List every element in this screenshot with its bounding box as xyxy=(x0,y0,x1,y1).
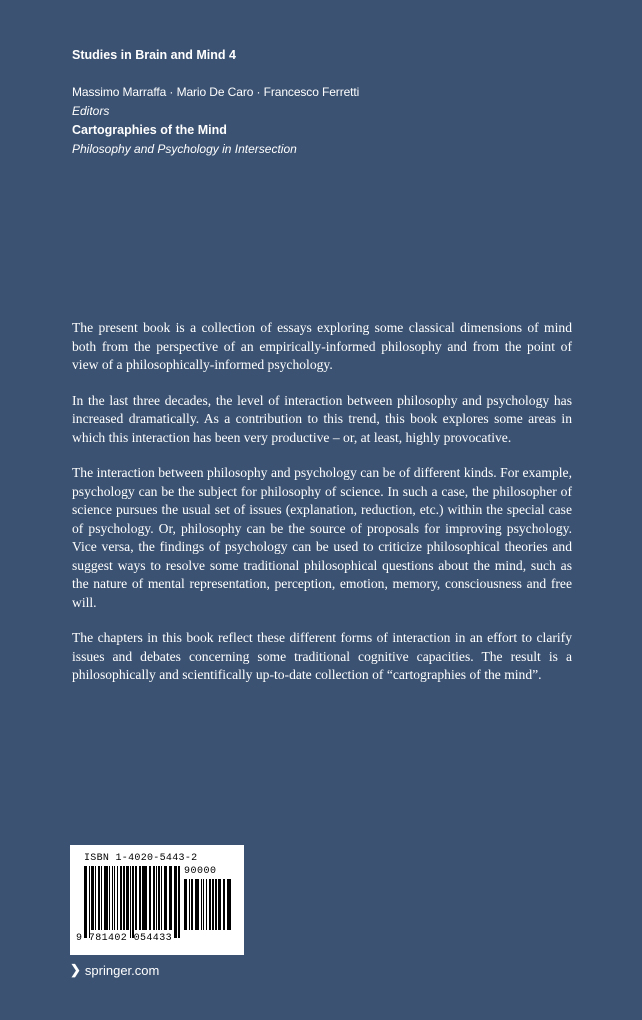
barcode-bar xyxy=(98,866,100,930)
book-title: Cartographies of the Mind xyxy=(72,123,227,137)
barcode-bar xyxy=(109,866,110,930)
barcode-bar xyxy=(209,879,212,930)
barcode-bar xyxy=(212,879,214,930)
barcode-bar xyxy=(123,866,125,930)
editor-names: Massimo Marraffa · Mario De Caro · Francesco Ferretti xyxy=(72,85,360,99)
barcode-bar xyxy=(203,879,204,930)
barcode-bar xyxy=(161,866,162,930)
barcode-bar xyxy=(184,879,187,930)
ean-number: 9 781402 054433 xyxy=(76,933,173,944)
barcode-bar xyxy=(178,866,180,938)
barcode-bar xyxy=(142,866,145,930)
barcode-bar xyxy=(196,879,199,930)
barcode-bars xyxy=(84,866,179,930)
isbn-number: ISBN 1-4020-5443-2 xyxy=(84,853,198,864)
barcode-addon-number: 90000 xyxy=(184,866,217,877)
barcode-bar xyxy=(126,866,129,930)
blurb-text xyxy=(72,319,572,702)
barcode-bar xyxy=(174,866,177,938)
barcode-bar xyxy=(135,866,138,930)
barcode-bar xyxy=(89,866,90,938)
series-title: Studies in Brain and Mind 4 xyxy=(72,48,236,62)
barcode-bar xyxy=(191,879,193,930)
barcode-bar xyxy=(164,866,167,930)
barcode-bar xyxy=(101,866,102,930)
isbn-barcode xyxy=(70,845,244,955)
barcode-bar xyxy=(223,879,225,930)
barcode-bar xyxy=(117,866,118,930)
barcode-bar xyxy=(229,879,231,930)
blurb-paragraph-4: The chapters in this book reflect these different forms of interaction in an effort to clarify issues and debates concerning some traditional cognitive capacities. The result is a philosophically and scientifically up-to-date collection of “cartographies of the mind”. xyxy=(72,630,572,682)
barcode-bar xyxy=(169,866,172,930)
barcode-bar xyxy=(132,866,134,938)
barcode-bar xyxy=(91,866,94,930)
book-subtitle: Philosophy and Psychology in Intersection xyxy=(72,142,297,156)
back-cover-header xyxy=(72,46,592,159)
blurb-paragraph-3: The interaction between philosophy and psychology can be of different kinds. For example, psychology can be the subject for philosophy of science. In such a case, the philosopher of science pursues the usual set of issues (explanation, reduction, etc.) within the special case of psychology. Or, philosophy can be the source of proposals for improving psychology. Vice versa, the findings of psychology can be used to criticize philosophical theories and suggest ways to resolve some traditional philosophical questions about the mind, such as the nature of mental representation, perception, emotion, memory, consciousness and free will. xyxy=(72,465,572,610)
barcode-addon-bars xyxy=(184,879,234,930)
barcode-bar xyxy=(218,879,221,930)
barcode-bar xyxy=(149,866,151,930)
barcode-bar xyxy=(158,866,161,930)
barcode-bar xyxy=(206,879,207,930)
barcode-bar xyxy=(120,866,122,930)
barcode-bar xyxy=(106,866,108,930)
editors-role: Editors xyxy=(72,104,110,118)
publisher-url: springer.com xyxy=(84,962,160,978)
barcode-bar xyxy=(227,879,229,930)
barcode-bar xyxy=(84,866,87,938)
barcode-bar xyxy=(114,866,115,930)
barcode-bar xyxy=(215,879,218,930)
barcode-bar xyxy=(139,866,141,930)
barcode-bar xyxy=(145,866,147,930)
barcode-bar xyxy=(104,866,106,930)
barcode-bar xyxy=(189,879,190,930)
chevron-right-icon: ❯ xyxy=(70,962,81,977)
publisher-link[interactable] xyxy=(70,962,159,978)
blurb-paragraph-2: In the last three decades, the level of interaction between philosophy and psychology has increased dramatically. As a contribution to this trend, this book explores some areas in which this interaction has been very productive – or, at least, highly provocative. xyxy=(72,392,572,445)
barcode-bar xyxy=(153,866,155,930)
blurb-paragraph-1: The present book is a collection of essays exploring some classical dimensions of mind both from the perspective of an empirically-informed philosophy and from the point of view of a philosophically-informed psychology. xyxy=(72,320,572,372)
barcode-bar xyxy=(95,866,97,930)
